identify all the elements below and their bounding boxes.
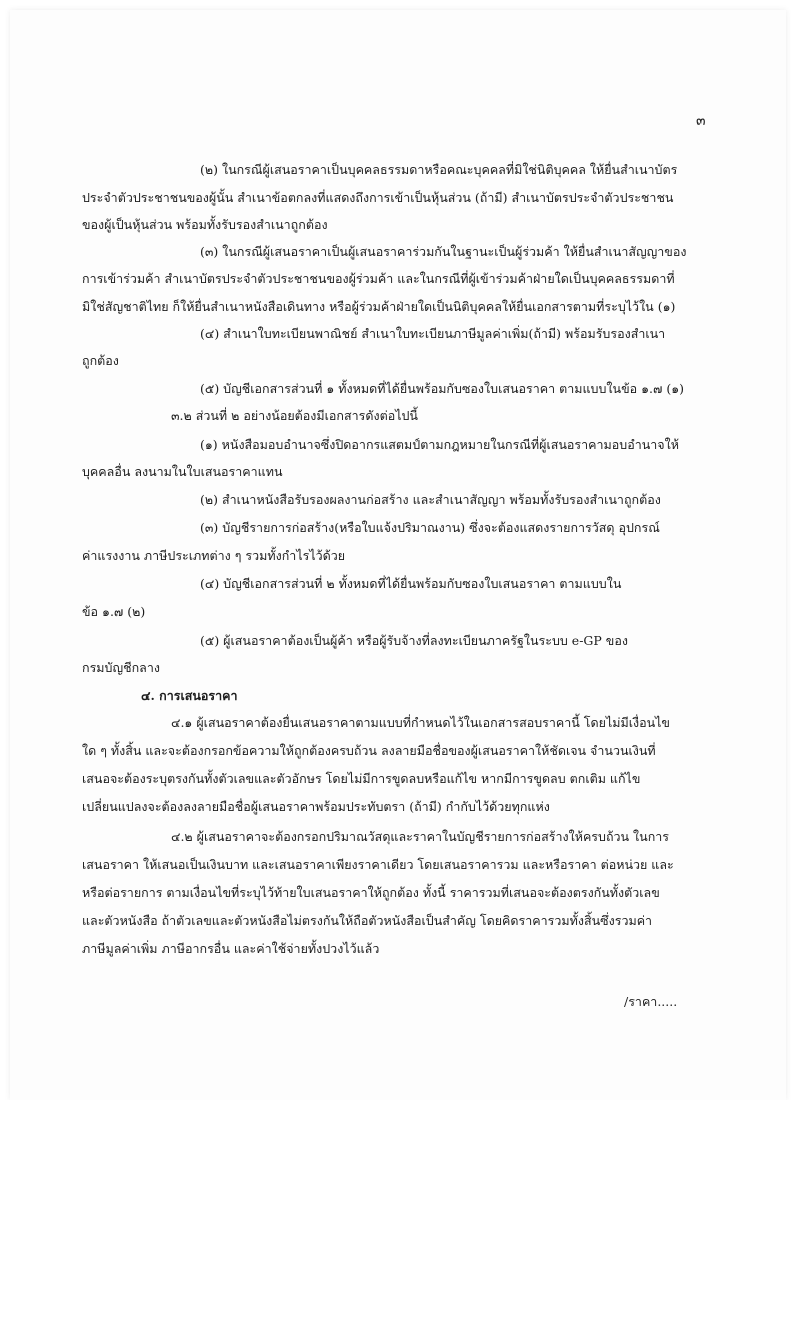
paragraph-line: มิใช่สัญชาติไทย ก็ให้ยื่นสำเนาหนังสือเดินทาง หรือผู้ร่วมค้าฝ่ายใดเป็นนิติบุคคลให้ยื่นเอกสารตามที่ระบุไว้ใน (๑) xyxy=(82,299,676,314)
blank-margin xyxy=(0,1100,800,1318)
paragraph-line: หรือต่อรายการ ตามเงื่อนไขที่ระบุไว้ท้ายใบเสนอราคาให้ถูกต้อง ทั้งนี้ ราคารวมที่เสนอจะต้องตรงกันทั้งตัวเลข xyxy=(82,885,660,900)
section-heading: ๔. การเสนอราคา xyxy=(141,688,238,703)
paragraph-line: เสนอจะต้องระบุตรงกันทั้งตัวเลขและตัวอักษร โดยไม่มีการขูดลบหรือแก้ไข หากมีการขูดลบ ตกเติม แก้ไข xyxy=(82,771,641,786)
paragraph-line: ๔.๒ ผู้เสนอราคาจะต้องกรอกปริมาณวัสดุและราคาในบัญชีรายการก่อสร้างให้ครบถ้วน ในการ xyxy=(171,829,670,844)
next-page-marker: /ราคา..... xyxy=(624,994,678,1009)
paragraph-line: (๔) สำเนาใบทะเบียนพาณิชย์ สำเนาใบทะเบียนภาษีมูลค่าเพิ่ม(ถ้ามี) พร้อมรับรองสำเนา xyxy=(200,326,666,341)
paragraph-line: กรมบัญชีกลาง xyxy=(82,660,160,675)
paragraph-line: (๒) ในกรณีผู้เสนอราคาเป็นบุคคลธรรมดาหรือคณะบุคคลที่มิใช่นิติบุคคล ให้ยื่นสำเนาบัตร xyxy=(200,162,678,177)
paragraph-line: ๓.๒ ส่วนที่ ๒ อย่างน้อยต้องมีเอกสารดังต่อไปนี้ xyxy=(171,408,418,423)
paragraph-line: ของผู้เป็นหุ้นส่วน พร้อมทั้งรับรองสำเนาถูกต้อง xyxy=(82,217,328,232)
paragraph-line: ๔.๑ ผู้เสนอราคาต้องยื่นเสนอราคาตามแบบที่กำหนดไว้ในเอกสารสอบราคานี้ โดยไม่มีเงื่อนไข xyxy=(171,715,670,730)
paragraph-line: ภาษีมูลค่าเพิ่ม ภาษีอากรอื่น และค่าใช้จ่ายทั้งปวงไว้แล้ว xyxy=(82,941,380,956)
paragraph-line: เปลี่ยนแปลงจะต้องลงลายมือชื่อผู้เสนอราคาพร้อมประทับตรา (ถ้ามี) กำกับไว้ด้วยทุกแห่ง xyxy=(82,799,550,814)
paragraph-line: ถูกต้อง xyxy=(82,353,119,368)
paragraph-line: (๕) บัญชีเอกสารส่วนที่ ๑ ทั้งหมดที่ได้ยื่นพร้อมกับซองใบเสนอราคา ตามแบบในข้อ ๑.๗ (๑) xyxy=(200,381,685,396)
paragraph-line: การเข้าร่วมค้า สำเนาบัตรประจำตัวประชาชนของผู้ร่วมค้า และในกรณีที่ผู้เข้าร่วมค้าฝ่ายใดเป็นบุคคลธรรมดาที่ xyxy=(82,271,675,286)
paragraph-line: (๓) ในกรณีผู้เสนอราคาเป็นผู้เสนอราคาร่วมกันในฐานะเป็นผู้ร่วมค้า ให้ยื่นสำเนาสัญญาของ xyxy=(200,244,687,259)
paragraph-line: (๒) สำเนาหนังสือรับรองผลงานก่อสร้าง และสำเนาสัญญา พร้อมทั้งรับรองสำเนาถูกต้อง xyxy=(200,492,661,507)
paragraph-line: ใด ๆ ทั้งสิ้น และจะต้องกรอกข้อความให้ถูกต้องครบถ้วน ลงลายมือชื่อของผู้เสนอราคาให้ชัดเจน จำนวนเงินที่ xyxy=(82,743,656,758)
page-number: ๓ xyxy=(696,113,706,129)
paragraph-line: ค่าแรงงาน ภาษีประเภทต่าง ๆ รวมทั้งกำไรไว้ด้วย xyxy=(82,548,346,563)
paragraph-line: และตัวหนังสือ ถ้าตัวเลขและตัวหนังสือไม่ตรงกันให้ถือตัวหนังสือเป็นสำคัญ โดยคิดราคารวมทั้งสิ้นซึ่งรวมค่า xyxy=(82,913,653,928)
paragraph-line: เสนอราคา ให้เสนอเป็นเงินบาท และเสนอราคาเพียงราคาเดียว โดยเสนอราคารวม และหรือราคา ต่อหน่วย และ xyxy=(82,857,674,872)
paragraph-line: บุคคลอื่น ลงนามในใบเสนอราคาแทน xyxy=(82,464,283,479)
paragraph-line: (๑) หนังสือมอบอำนาจซึ่งปิดอากรแสตมป์ตามกฎหมายในกรณีที่ผู้เสนอราคามอบอำนาจให้ xyxy=(200,437,679,452)
paragraph-line: ข้อ ๑.๗ (๒) xyxy=(82,604,146,619)
paragraph-line: (๕) ผู้เสนอราคาต้องเป็นผู้ค้า หรือผู้รับจ้างที่ลงทะเบียนภาครัฐในระบบ e-GP ของ xyxy=(200,633,628,648)
paragraph-line: (๔) บัญชีเอกสารส่วนที่ ๒ ทั้งหมดที่ได้ยื่นพร้อมกับซองใบเสนอราคา ตามแบบใน xyxy=(200,576,622,591)
paragraph-line: ประจำตัวประชาชนของผู้นั้น สำเนาข้อตกลงที่แสดงถึงการเข้าเป็นหุ้นส่วน (ถ้ามี) สำเนาบัตรประจำตัวประชาชน xyxy=(82,190,674,205)
paragraph-line: (๓) บัญชีรายการก่อสร้าง(หรือใบแจ้งปริมาณงาน) ซึ่งจะต้องแสดงรายการวัสดุ อุปกรณ์ xyxy=(200,520,660,535)
